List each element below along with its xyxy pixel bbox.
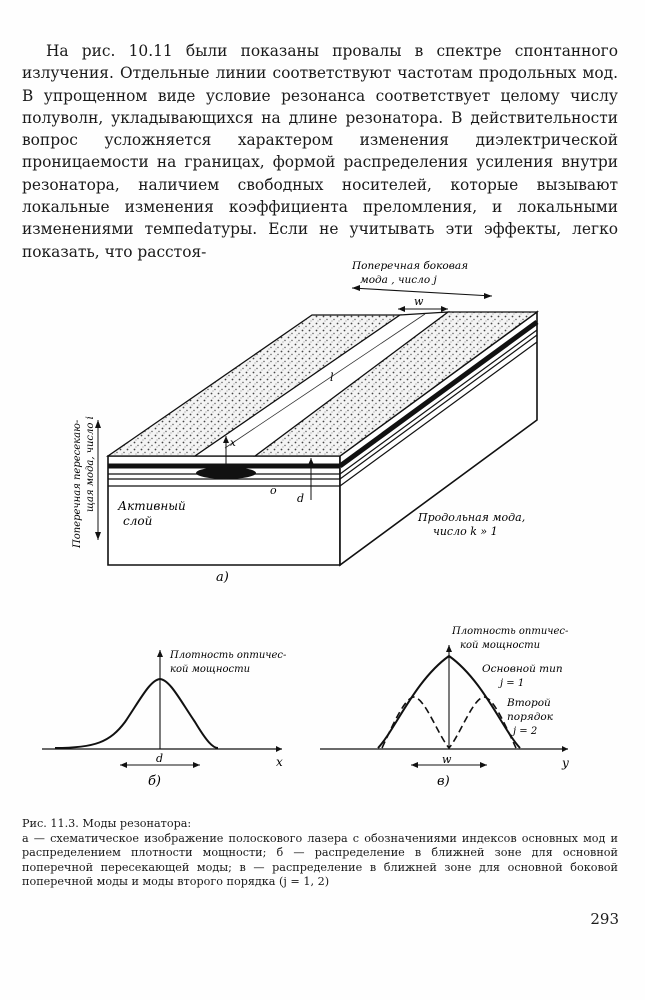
- length-label: l: [330, 371, 334, 384]
- longitudinal-mode-label-1: Продольная мода,: [418, 511, 526, 524]
- panel-a-label: а): [216, 570, 229, 585]
- figure-caption: [22, 817, 618, 890]
- active-layer-label-2: слой: [123, 514, 153, 528]
- lateral-mode-label-1: Поперечная боковая: [352, 260, 469, 272]
- second-mode-label-1: Второй: [507, 697, 551, 709]
- fundamental-mode-label-2: j = 1: [500, 678, 525, 689]
- width-label: w: [414, 295, 424, 308]
- panel-c-label: в): [437, 774, 450, 789]
- near-field-lateral-plot: [320, 626, 569, 789]
- plot-b-ylabel-2: кой мощности: [170, 664, 251, 675]
- plot-b-axis-label: x: [276, 755, 283, 769]
- transverse-mode-label-2: щая мода, число i: [85, 416, 96, 512]
- lateral-mode-label-2: мода , число j: [360, 274, 437, 286]
- near-field-transverse-plot: [42, 650, 287, 789]
- transverse-mode-label-1: Поперечная пересекаю-: [72, 419, 83, 548]
- o-label: o: [270, 484, 277, 497]
- transverse-mode-curve: [55, 679, 218, 748]
- page-number: 293: [590, 910, 619, 928]
- fundamental-mode-label-1: Основной тип: [482, 663, 563, 675]
- plot-c-ylabel-2: кой мощности: [460, 640, 541, 651]
- active-layer-label-1: Активный: [118, 499, 186, 513]
- panel-b-label: б): [148, 774, 162, 789]
- caption-title: Рис. 11.3. Моды резонатора:: [22, 817, 192, 830]
- x-label: x: [230, 437, 236, 449]
- plot-c-center-label: w: [442, 753, 452, 766]
- body-paragraph: На рис. 10.11 были показаны провалы в спектре спонтанного излучения. Отдельные линии соответствуют частотам продольных мод. В упрощенном виде условие резонанса соответствует целому числу полуволн, укладывающихся на длине резонатора. В действительности вопрос усложняется характером изменения диэлектрической проницаемости на границах, формой распределения усиления внутри резонатора, наличием свободных носителей, которые вызывают локальные изменения коэффициента преломления, и локальными изменениями темпеdатуры. Если не учитывать эти эффекты, легко показать, что расстоя-: [22, 42, 618, 261]
- plot-c-ylabel-1: Плотность оптичес-: [452, 626, 569, 637]
- second-mode-label-3: j = 2: [513, 726, 538, 737]
- longitudinal-mode-label-2: число k » 1: [433, 525, 498, 538]
- plot-c-axis-label: y: [562, 756, 569, 770]
- d-label: d: [297, 492, 305, 505]
- laser-block-diagram: [72, 260, 537, 585]
- second-mode-label-2: порядок: [507, 711, 554, 723]
- plot-b-center-label: d: [156, 752, 164, 765]
- caption-text: а — схематическое изображение полоскового лазера с обозначениями индексов основных мод и распределением плотности мощности; б — распределение в ближней зоне для основной поперечной пересекающей моды; в — распределение в ближней зоне для основной боковой поперечной моды и моды второго порядка (j = 1, 2): [22, 831, 618, 889]
- plot-b-ylabel-1: Плотность оптичес-: [170, 650, 287, 661]
